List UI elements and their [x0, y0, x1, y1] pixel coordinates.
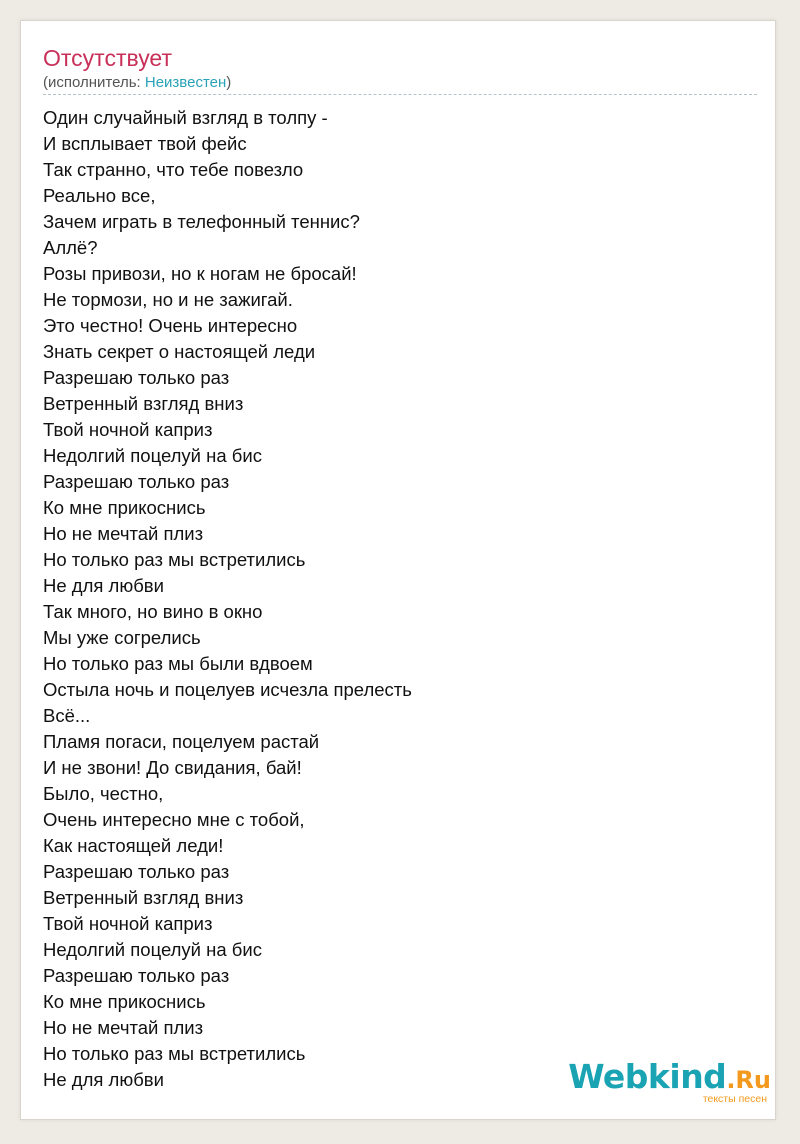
lyric-line: Очень интересно мне с тобой,: [43, 809, 305, 830]
lyric-line: Один случайный взгляд в толпу -: [43, 107, 328, 128]
lyric-line: Но не мечтай плиз: [43, 1017, 204, 1038]
artist-prefix: (исполнитель:: [43, 74, 145, 91]
lyric-line: Недолгий поцелуй на бис: [43, 939, 262, 960]
lyric-line: Разрешаю только раз: [43, 861, 230, 882]
lyrics-text: [43, 105, 412, 1093]
lyric-line: Твой ночной каприз: [43, 419, 213, 440]
lyric-line: Не тормози, но и не зажигай.: [43, 289, 293, 310]
lyric-line: И не звони! До свидания, бай!: [43, 757, 302, 778]
artist-line: [43, 74, 231, 92]
lyric-line: Мы уже согрелись: [43, 627, 201, 648]
lyric-line: Реально все,: [43, 185, 156, 206]
lyric-line: Ветренный взгляд вниз: [43, 887, 244, 908]
lyric-line: Ветренный взгляд вниз: [43, 393, 244, 414]
lyric-line: Аллё?: [43, 237, 98, 258]
lyric-line: Недолгий поцелуй на бис: [43, 445, 262, 466]
lyric-line: Но только раз мы встретились: [43, 1043, 306, 1064]
lyric-line: Не для любви: [43, 575, 164, 596]
lyric-line: Разрешаю только раз: [43, 367, 230, 388]
lyrics-card: [20, 20, 776, 1120]
lyric-line: Ко мне прикоснись: [43, 991, 206, 1012]
lyric-line: Так странно, что тебе повезло: [43, 159, 304, 180]
lyric-line: Твой ночной каприз: [43, 913, 213, 934]
lyric-line: Разрешаю только раз: [43, 471, 230, 492]
lyric-line: Розы привози, но к ногам не бросай!: [43, 263, 357, 284]
lyric-line: Это честно! Очень интересно: [43, 315, 298, 336]
lyric-line: Знать секрет о настоящей леди: [43, 341, 316, 362]
lyric-line: Было, честно,: [43, 783, 164, 804]
lyric-line: Не для любви: [43, 1069, 164, 1090]
lyric-line: Разрешаю только раз: [43, 965, 230, 986]
logo-tagline: тексты песен: [702, 1093, 767, 1105]
lyric-line: Но только раз мы были вдвоем: [43, 653, 313, 674]
lyric-line: Но только раз мы встретились: [43, 549, 306, 570]
lyric-line: Как настоящей леди!: [43, 835, 224, 856]
lyric-line: Так много, но вино в окно: [43, 601, 263, 622]
dashed-divider: [43, 94, 757, 95]
lyric-line: Пламя погаси, поцелуем растай: [43, 731, 320, 752]
logo-domain: .Ru: [726, 1066, 771, 1094]
lyric-line: Всё...: [43, 705, 91, 726]
artist-link[interactable]: Неизвестен: [144, 74, 227, 91]
lyric-line: И всплывает твой фейс: [43, 133, 247, 154]
lyric-line: Но не мечтай плиз: [43, 523, 204, 544]
song-title: Отсутствует: [43, 45, 172, 71]
site-logo[interactable]: [568, 1057, 771, 1107]
lyric-line: Ко мне прикоснись: [43, 497, 206, 518]
artist-suffix: ): [226, 74, 232, 91]
lyric-line: Зачем играть в телефонный теннис?: [43, 211, 360, 232]
lyric-line: Остыла ночь и поцелуев исчезла прелесть: [43, 679, 412, 700]
logo-word: Webkind: [568, 1057, 727, 1096]
